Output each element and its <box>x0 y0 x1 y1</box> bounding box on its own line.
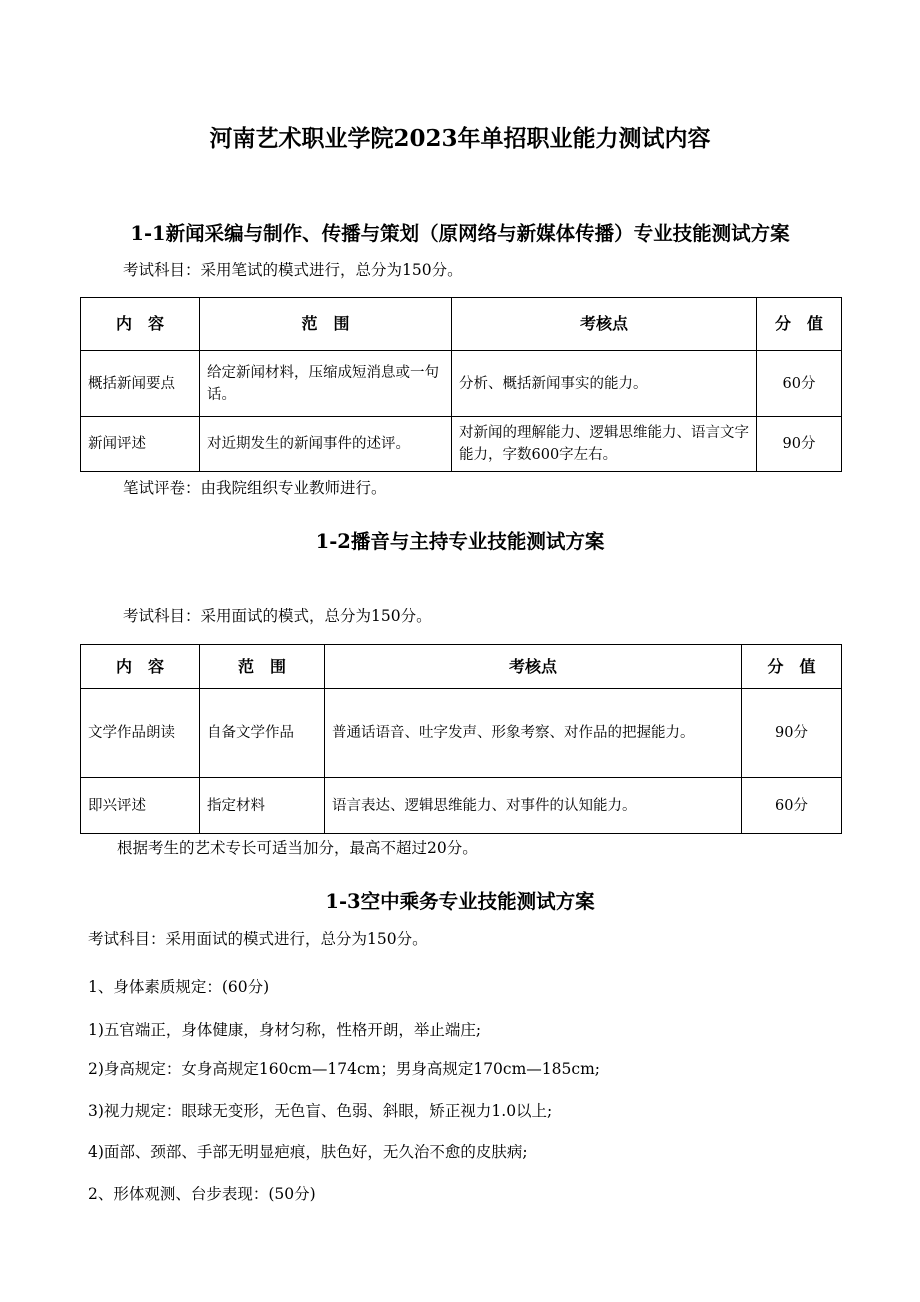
table-row <box>81 351 842 417</box>
header-content: 内 容 <box>81 645 200 689</box>
section-2-note: 根据考生的艺术专长可适当加分，最高不超过20分。 <box>117 839 478 857</box>
header-assessment: 考核点 <box>452 298 757 351</box>
table-cell: 对近期发生的新闻事件的述评。 <box>200 417 452 472</box>
table-header-row <box>81 298 842 351</box>
section-2-table <box>80 644 842 834</box>
section-1-subject: 考试科目：采用笔试的模式进行，总分为150分。 <box>123 261 463 279</box>
table-cell: 给定新闻材料，压缩成短消息或一句话。 <box>200 351 452 417</box>
table-header-row <box>81 645 842 689</box>
section-2-subject: 考试科目：采用面试的模式，总分为150分。 <box>123 607 432 625</box>
table-row <box>81 417 842 472</box>
section-3-line: 2)身高规定：女身高规定160cm—174cm；男身高规定170cm—185cm; <box>88 1060 600 1078</box>
table-cell: 新闻评述 <box>81 417 200 472</box>
table-cell: 文学作品朗读 <box>81 689 200 778</box>
table-cell: 对新闻的理解能力、逻辑思维能力、语言文字能力，字数600字左右。 <box>452 417 757 472</box>
section-2-heading: 1-2播音与主持专业技能测试方案 <box>315 530 605 553</box>
header-score: 分 值 <box>742 645 842 689</box>
table-cell: 普通话语音、吐字发声、形象考察、对作品的把握能力。 <box>325 689 742 778</box>
header-content: 内 容 <box>81 298 200 351</box>
section-3-line: 3)视力规定：眼球无变形，无色盲、色弱、斜眼，矫正视力1.0以上; <box>88 1102 553 1120</box>
table-cell: 即兴评述 <box>81 778 200 834</box>
table-row <box>81 689 842 778</box>
section-3-subject: 考试科目：采用面试的模式进行，总分为150分。 <box>88 930 428 948</box>
section-1-table <box>80 297 842 472</box>
table-cell: 90分 <box>742 689 842 778</box>
section-3-line: 4)面部、颈部、手部无明显疤痕，肤色好，无久治不愈的皮肤病; <box>88 1143 528 1161</box>
section-1-note: 笔试评卷：由我院组织专业教师进行。 <box>123 479 387 497</box>
section-3-line: 1、身体素质规定：(60分) <box>88 978 270 996</box>
table-cell: 语言表达、逻辑思维能力、对事件的认知能力。 <box>325 778 742 834</box>
header-score: 分 值 <box>757 298 842 351</box>
header-scope: 范 围 <box>200 298 452 351</box>
header-assessment: 考核点 <box>325 645 742 689</box>
page-title: 河南艺术职业学院2023年单招职业能力测试内容 <box>209 125 711 152</box>
table-cell: 60分 <box>757 351 842 417</box>
section-3-line: 1)五官端正，身体健康，身材匀称，性格开朗，举止端庄; <box>88 1021 482 1039</box>
table-cell: 自备文学作品 <box>200 689 325 778</box>
table-cell: 指定材料 <box>200 778 325 834</box>
table-cell: 60分 <box>742 778 842 834</box>
table-cell: 分析、概括新闻事实的能力。 <box>452 351 757 417</box>
table-row <box>81 778 842 834</box>
section-3-heading: 1-3空中乘务专业技能测试方案 <box>325 890 595 913</box>
section-1-heading: 1-1新闻采编与制作、传播与策划（原网络与新媒体传播）专业技能测试方案 <box>130 222 790 245</box>
header-scope: 范 围 <box>200 645 325 689</box>
table-cell: 概括新闻要点 <box>81 351 200 417</box>
table-cell: 90分 <box>757 417 842 472</box>
section-3-line: 2、形体观测、台步表现：(50分) <box>88 1185 316 1203</box>
